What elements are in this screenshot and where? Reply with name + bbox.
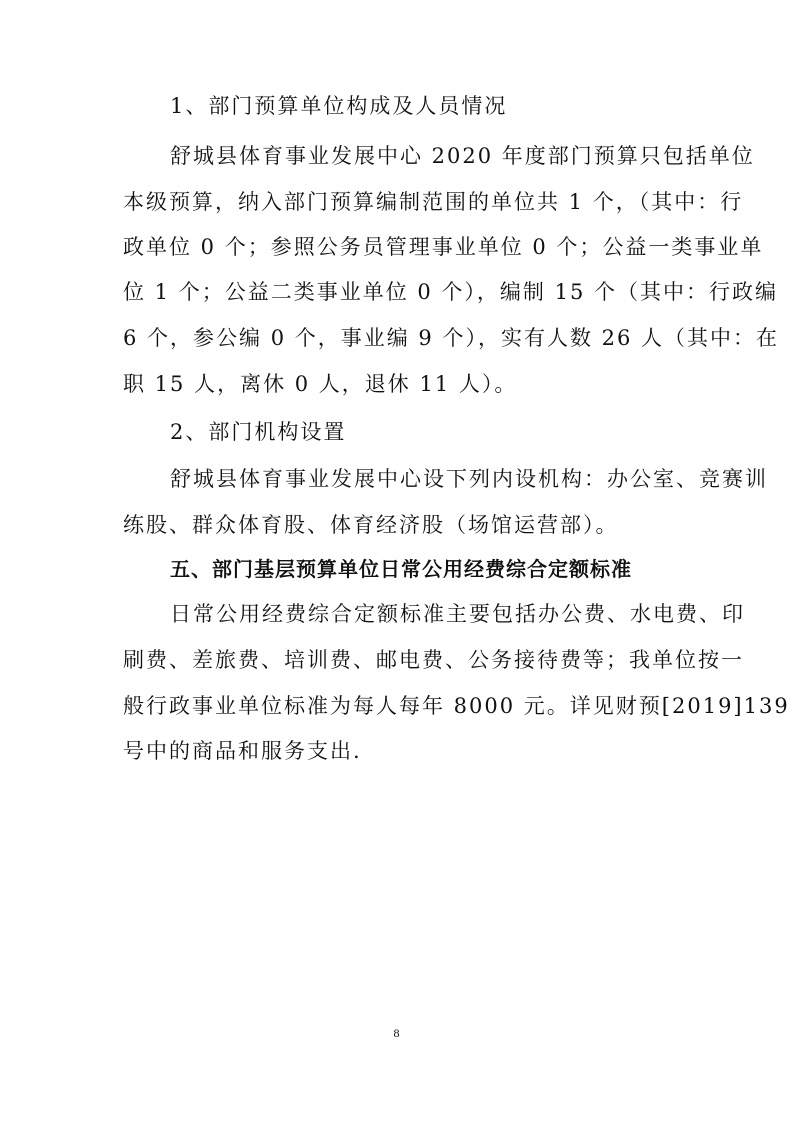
section2-line-1: 舒城县体育事业发展中心设下列内设机构：办公室、竞赛训	[170, 467, 768, 491]
section2-heading: 2、部门机构设置	[170, 420, 347, 444]
section5-line-3: 般行政事业单位标准为每人每年 8000 元。详见财预[2019]139	[123, 694, 790, 718]
section2-line-2: 练股、群众体育股、体育经济股（场馆运营部）。	[123, 513, 619, 537]
page-number: 8	[393, 1026, 400, 1040]
section5-line-1: 日常公用经费综合定额标准主要包括办公费、水电费、印	[170, 602, 745, 626]
section5-line-2: 刷费、差旅费、培训费、邮电费、公务接待费等；我单位按一	[123, 648, 744, 672]
section5-heading: 五、部门基层预算单位日常公用经费综合定额标准	[170, 557, 632, 581]
section1-line-2: 本级预算，纳入部门预算编制范围的单位共 1 个，（其中：行	[123, 190, 744, 214]
section1-line-1: 舒城县体育事业发展中心 2020 年度部门预算只包括单位	[170, 144, 755, 168]
section1-line-4: 位 1 个；公益二类事业单位 0 个），编制 15 个（其中：行政编	[123, 280, 778, 304]
section5-line-4: 号中的商品和服务支出.	[123, 739, 362, 763]
section1-line-5: 6 个，参公编 0 个，事业编 9 个），实有人数 26 人（其中：在	[123, 326, 780, 350]
section1-line-6: 职 15 人，离休 0 人，退休 11 人）。	[123, 372, 518, 396]
section1-line-3: 政单位 0 个；参照公务员管理事业单位 0 个；公益一类事业单	[123, 235, 764, 259]
section1-heading: 1、部门预算单位构成及人员情况	[170, 94, 508, 118]
